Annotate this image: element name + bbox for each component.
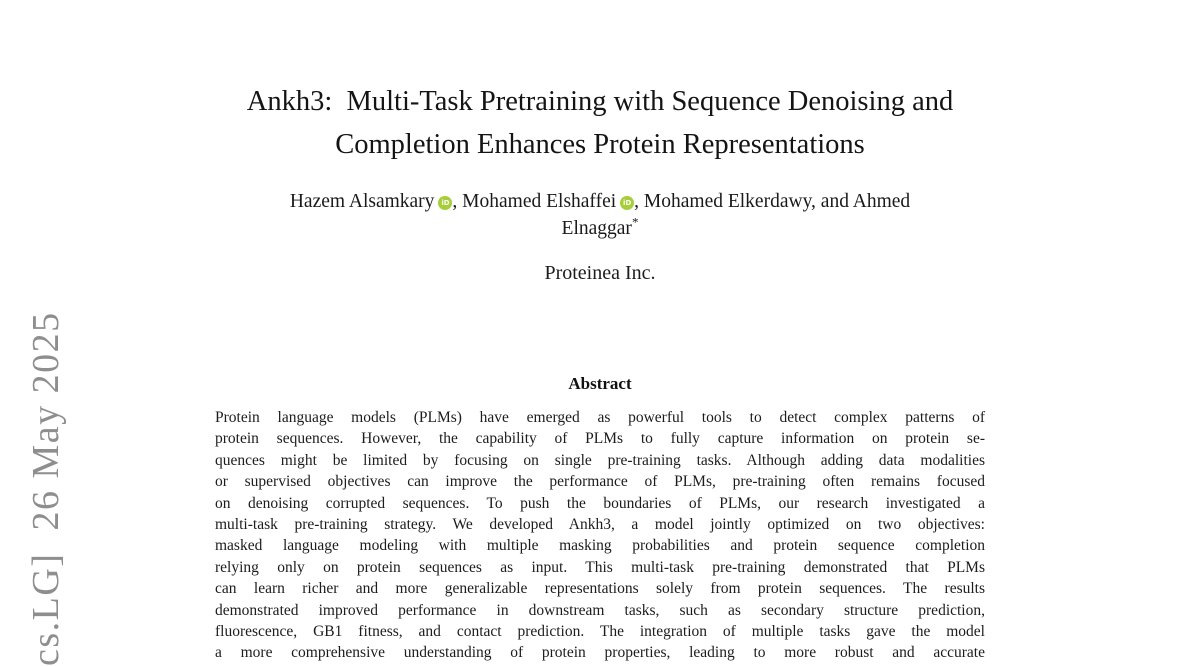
author-footnote-marker: *	[631, 214, 639, 230]
orcid-icon-label: iD	[441, 199, 450, 207]
abstract-line: a more comprehensive understanding of protein properties, leading to more robust and accurate	[215, 644, 985, 662]
authors	[0, 188, 1200, 242]
paper-title	[0, 80, 1200, 166]
paper-title-line-1: Ankh3: Multi-Task Pretraining with Sequence Denoising and	[246, 86, 954, 117]
author-name-4: Elnaggar	[561, 218, 632, 239]
author-name-3: , Mohamed Elkerdawy, and Ahmed	[634, 191, 911, 212]
authors-line-1	[0, 188, 1200, 215]
abstract-line: protein sequences. However, the capability of PLMs to fully capture information on protein se-	[215, 430, 985, 448]
abstract-line: fluorescence, GB1 fitness, and contact prediction. The integration of multiple tasks gave the model	[215, 623, 985, 641]
arxiv-watermark: cs.LG] 26 May 2025	[25, 311, 67, 666]
author-name-2: , Mohamed Elshaffei	[452, 191, 617, 212]
abstract-line: masked language modeling with multiple masking probabilities and protein sequence completion	[215, 537, 985, 555]
abstract-line: Protein language models (PLMs) have emerged as powerful tools to detect complex patterns of	[215, 409, 985, 426]
abstract-line: quences might be limited by focusing on single pre-training tasks. Although adding data modalities	[215, 451, 985, 469]
orcid-icon-label: iD	[623, 199, 632, 207]
abstract-text	[215, 407, 985, 664]
abstract-line: relying only on protein sequences as input. This multi-task pre-training demonstrated that PLMs	[215, 558, 985, 576]
abstract-line: or supervised objectives can improve the performance of PLMs, pre-training often remains focused	[215, 473, 985, 491]
orcid-icon[interactable]	[620, 196, 634, 210]
abstract-line: on denoising corrupted sequences. To push the boundaries of PLMs, our research investigated a	[215, 494, 985, 512]
abstract-line: can learn richer and more generalizable representations solely from protein sequences. The results	[215, 580, 985, 598]
abstract-line: demonstrated improved performance in downstream tasks, such as secondary structure prediction,	[215, 601, 985, 619]
abstract-heading: Abstract	[568, 374, 632, 393]
affiliation: Proteinea Inc.	[544, 262, 656, 284]
author-name-1: Hazem Alsamkary	[289, 191, 435, 212]
authors-line-2	[0, 215, 1200, 242]
orcid-icon[interactable]	[438, 196, 452, 210]
abstract-line: multi-task pre-training strategy. We developed Ankh3, a model jointly optimized on two objectives:	[215, 516, 985, 534]
paper-title-line-2: Completion Enhances Protein Representations	[335, 129, 865, 160]
